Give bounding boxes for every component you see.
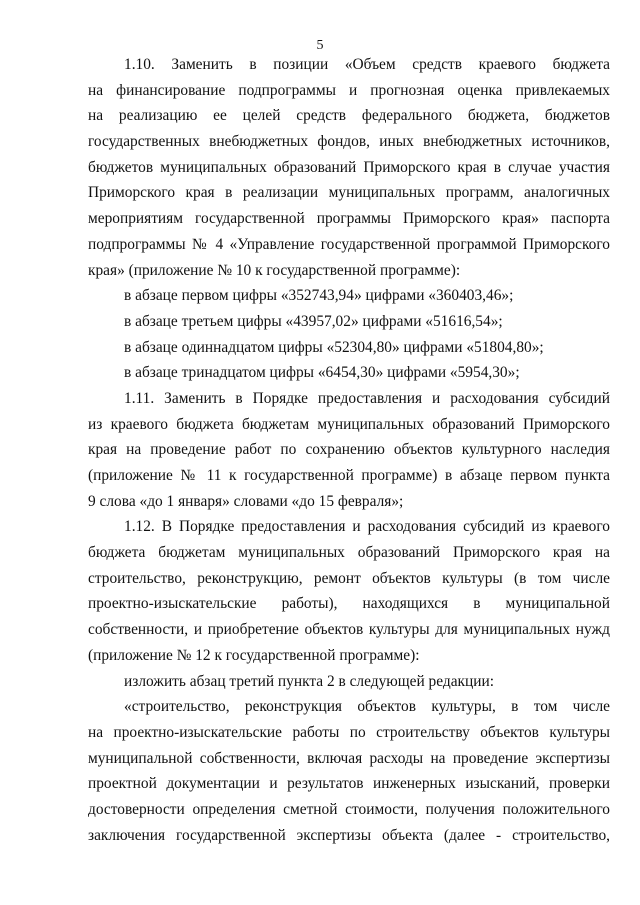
page-number: 5 bbox=[316, 38, 324, 53]
text-line: проектно-изыскательские работы), находящихся в муниципальной bbox=[88, 595, 610, 613]
text-line: собственности, и приобретение объектов культуры для муниципальных нужд bbox=[88, 621, 610, 639]
text-line: в абзаце тринадцатом цифры «6454,30» цифрами «5954,30»; bbox=[124, 364, 520, 382]
text-line: бюджетов муниципальных образований Приморского края в случае участия bbox=[88, 158, 610, 176]
text-line: 1.11. Заменить в Порядке предоставления и расходования субсидий bbox=[124, 389, 610, 407]
text-line: 1.10. Заменить в позиции «Объем средств краевого бюджета bbox=[124, 56, 610, 73]
text-line: подпрограммы № 4 «Управление государственной программой Приморского bbox=[88, 235, 610, 253]
text-line: муниципальной собственности, включая расходы на проведение экспертизы bbox=[88, 749, 610, 767]
text-line: проектной документации и результатов инженерных изысканий, проверки bbox=[88, 775, 610, 793]
text-line: мероприятиям государственной программы Приморского края» паспорта bbox=[88, 210, 610, 228]
text-line: 1.12. В Порядке предоставления и расходования субсидий из краевого bbox=[124, 518, 610, 536]
text-line: государственных внебюджетных фондов, иных внебюджетных источников, bbox=[88, 133, 610, 151]
text-line: края на проведение работ по сохранению объектов культурного наследия bbox=[88, 441, 610, 459]
text-line: (приложение № 12 к государственной программе): bbox=[88, 646, 420, 664]
text-line: в абзаце одиннадцатом цифры «52304,80» цифрами «51804,80»; bbox=[124, 338, 544, 356]
text-line: 9 слова «до 1 января» словами «до 15 февраля»; bbox=[88, 492, 404, 510]
text-line: Приморского края в реализации муниципальных программ, аналогичных bbox=[88, 184, 610, 202]
text-line: в абзаце третьем цифры «43957,02» цифрами «51616,54»; bbox=[124, 312, 503, 330]
text-line: достоверности определения сметной стоимости, получения положительного bbox=[88, 800, 610, 818]
text-line: на проектно-изыскательские работы по строительству объектов культуры bbox=[88, 723, 610, 741]
text-line: края» (приложение № 10 к государственной программе): bbox=[88, 261, 461, 279]
text-line: в абзаце первом цифры «352743,94» цифрами «360403,46»; bbox=[124, 287, 514, 305]
text-line: изложить абзац третий пункта 2 в следующей редакции: bbox=[124, 672, 494, 690]
text-line: (приложение № 11 к государственной программе) в абзаце первом пункта bbox=[88, 467, 610, 484]
document-body bbox=[88, 52, 610, 848]
text-line: на финансирование подпрограммы и прогнозная оценка привлекаемых bbox=[88, 81, 610, 99]
text-line: бюджета бюджетам муниципальных образований Приморского края на bbox=[88, 544, 610, 562]
text-line: «строительство, реконструкция объектов культуры, в том числе bbox=[124, 698, 610, 716]
text-line: заключения государственной экспертизы объекта (далее - строительство, bbox=[88, 826, 610, 844]
text-line: из краевого бюджета бюджетам муниципальных образований Приморского bbox=[88, 415, 610, 433]
text-line: на реализацию ее целей средств федерального бюджета, бюджетов bbox=[88, 107, 610, 125]
text-line: строительство, реконструкцию, ремонт объектов культуры (в том числе bbox=[88, 569, 610, 587]
